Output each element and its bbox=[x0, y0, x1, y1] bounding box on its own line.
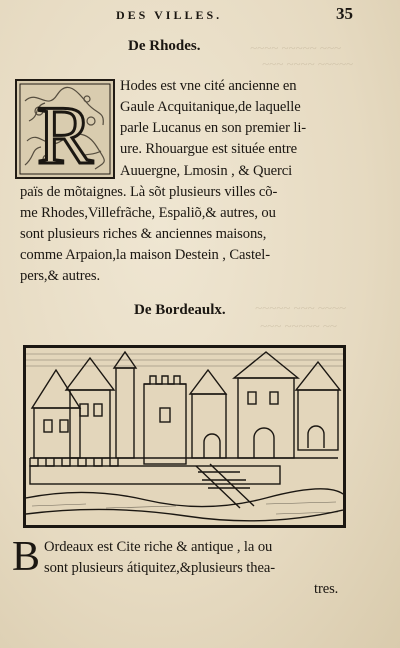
text-line: tres. bbox=[314, 581, 339, 597]
text-line: comme Arpaion,la maison Destein , Castel- bbox=[20, 247, 271, 263]
initial-letter-b: B bbox=[12, 534, 41, 580]
initial-letter: R bbox=[36, 89, 94, 177]
running-title: DES VILLES. bbox=[116, 8, 223, 22]
text-line: sont plusieurs átiquitez,&plusieurs thea- bbox=[44, 560, 275, 576]
text-line: Gaule Acquitanique,de laquelle bbox=[120, 99, 301, 115]
text-line: me Rhodes,Villefrãche, Espaliõ,& autres, ou bbox=[20, 205, 276, 221]
text-line: pers,& autres. bbox=[20, 268, 101, 284]
walled-city-woodcut bbox=[26, 348, 343, 525]
text-line: Ordeaux est Cite riche & antique , la ou bbox=[44, 539, 273, 555]
running-head bbox=[0, 4, 400, 26]
floral-initial-icon bbox=[17, 81, 113, 177]
bleed-through-text: ~~~~~ ~~~ ~~~~ bbox=[255, 300, 346, 315]
section-heading-rhodes: De Rhodes. bbox=[128, 38, 201, 54]
bleed-through-text: ~~~~ ~~~~~ ~~~ bbox=[250, 40, 341, 55]
text-line: Auuergne, Lmosin , & Querci bbox=[120, 163, 293, 179]
section-heading-bordeaux: De Bordeaulx. bbox=[134, 302, 226, 318]
text-line: païs de mõtaignes. Là sõt plusieurs villes cõ- bbox=[20, 184, 278, 200]
text-line: sont plusieurs riches & anciennes maisons, bbox=[20, 226, 267, 242]
bleed-through-text: ~~~ ~~~~~ ~~ bbox=[260, 318, 337, 333]
page-number: 35 bbox=[336, 4, 353, 23]
woodcut-city-illustration bbox=[23, 345, 346, 528]
text-line: parle Lucanus en son premier li- bbox=[120, 120, 307, 136]
text-line: ure. Rhouargue est située entre bbox=[120, 141, 297, 157]
decorated-initial-r bbox=[15, 79, 115, 179]
text-line: Hodes est vne cité ancienne en bbox=[120, 78, 297, 94]
bleed-through-text: ~~~ ~~~~ ~~~~~ bbox=[262, 56, 353, 71]
